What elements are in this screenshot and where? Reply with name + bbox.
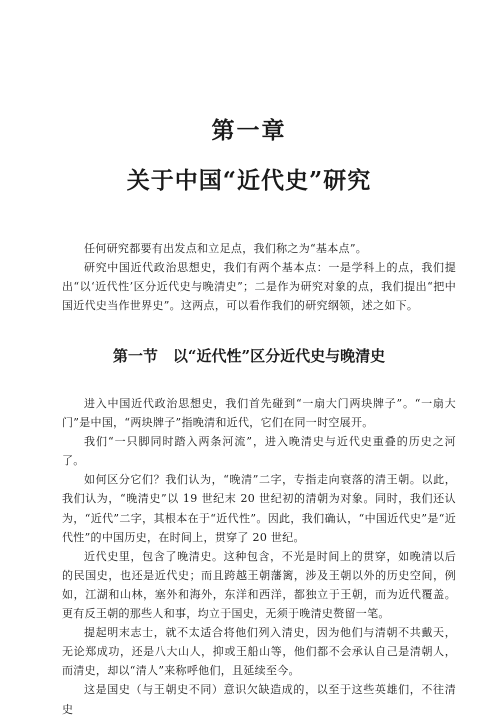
body-paragraph: 近代史里，包含了晚清史。这种包含，不光是时间上的贯穿，如晚清以后的民国史，也还是近代史；而且跨越王朝藩篱，涉及王朝以外的历史空间，例如，江湖和山林，塞外和海外，东洋和西洋，都独立于王朝，而为近代覆盖。更有反王朝的那些人和事，均立于国史，无须于晚清史赘留一笔。 [62,549,456,621]
section-heading: 第一节 以“近代性”区分近代史与晚清史 [112,347,386,365]
body-paragraph: 进入中国近代政治思想史，我们首先碰到“一扇大门两块牌子”。“一扇大门”是中国，“两块牌子”指晚清和近代，它们在同一时空展开。 [62,397,456,430]
chapter-title: 关于中国“近代史”研究 [126,167,372,194]
intro-paragraph: 任何研究都要有出发点和立足点，我们称之为“基本点”。 [84,242,368,255]
section-body [62,394,456,719]
body-paragraph: 这是国史（与王朝史不同）意识欠缺造成的，以至于这些英雄们，不往清史 [62,683,456,716]
body-paragraph: 如何区分它们？我们认为，“晚清”二字，专指走向衰落的清王朝。以此，我们认为，“晚清史”以 19 世纪末 20 世纪初的清朝为对象。同时，我们还认为，“近代”二字，其根本在于“近代性”。因此，我们确认，“中国近代史”是“近代性”的中国历史，在时间上，贯穿了 20 世纪。 [62,473,456,544]
chapter-number: 第一章 [211,117,287,144]
body-paragraph: 提起明末志士，就不太适合将他们列入清史，因为他们与清朝不共戴天，无论郑成功，还是八大山人，抑或王船山等，他们都不会承认自己是清朝人，而清史，却以“清人”来称呼他们，且延续至今。 [62,626,456,678]
body-paragraph: 我们“一只脚同时踏入两条河流”，进入晚清史与近代史重叠的历史之河了。 [62,435,456,468]
intro-block [62,239,456,315]
intro-paragraph: 研究中国近代政治思想史，我们有两个基本点：一是学科上的点，我们提出“以‘近代性’区分近代史与晚清史”；二是作为研究对象的点，我们提出“把中国近代史当作世界史”。这两点，可以看作我们的研究纲领，述之如下。 [62,261,456,313]
